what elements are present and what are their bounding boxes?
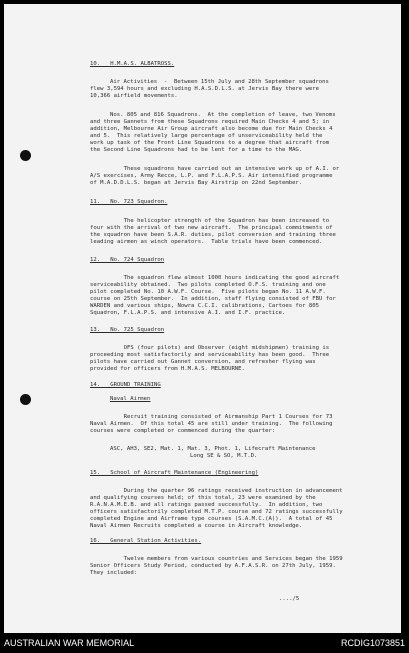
section-11-heading: 11. No. 723 Squadron. (90, 199, 168, 205)
punch-hole-lower (20, 394, 31, 405)
archive-id: RCDIG1073851 (340, 638, 405, 648)
archive-footer (0, 633, 409, 653)
course-list-line: Long SE & SO, M.T.D. (190, 453, 258, 459)
section-14-subheading: Naval Airmen (110, 396, 151, 402)
section-16-heading: 16. General Station Activities. (90, 538, 202, 544)
section-14-heading: 14. GROUND TRAINING (90, 382, 161, 388)
continuation-marker: ..../5 (279, 596, 300, 602)
archive-credit: AUSTRALIAN WAR MEMORIAL (4, 638, 135, 648)
section-13-heading: 13. No. 725 Squadron (90, 327, 165, 333)
punch-hole-upper (20, 150, 31, 161)
document-page: 10. H.M.A.S. ALBATROSS. Air Activities - Between 15th July and 28th September squadrons flew 3,594 hours and excluding H.A.S.D.L.S. at Jervis Bay there were 10,366 airfield movements. Nos. 805 and 816 Squadrons. At the completion of leave, two Venoms and three Gannets from these Squadrons required Main Checks 4 and 5; in addition, Melbourne Air Group aircraft also become due for Main Checks 4 and 5. This relatively large percentage of unserviceability held the work up task of the Front Line Squadrons to a degree that aircraft from the Second Line Squadrons had to be lent for a time to the MAG. These squadrons have carried out an intensive work up of A.I. or A/S exercises, Army Recce, L.P. and F.L.A.P.S. Air intensified programme of M.A.D.D.L.S. began at Jervis Bay Airstrip on 22nd September. 11. No. 723 Squadron. The helicopter strength of the Squadron has been increased to four with the arrival of two new aircraft. The principal commitments of the squadron have been S.A.R. duties, pilot conversion and training three leading airmen as winch operators. Table trials have been commenced. 12. No. 724 Squadron The squadron flew almost 1000 hours indicating the good aircraft serviceability obtained. Two pilots completed O.F.S. training and one pilot completed No. 10 A.W.F. Course. Five pilots began No. 11 A.W.F. course on 25th September. In addition, staff flying consisted of FBU for WARDEN and various ships, Nowra C.C.I. calibrations, Cartoes for 805 Squadron, F.L.A.P.S. and intensive A.I. and I.F. practice. 13. No. 725 Squadron OFS (four pilots) and Observer (eight midshipmen) training is proceeding most satisfactorily and serviceability has been good. Three pilots have carried out Gannet conversion, and refresher flying was provided for officers from H.M.A.S. MELBOURNE. 14. GROUND TRAINING Naval Airmen Recruit training consisted of Airmanship Part 1 Courses for 73 Naval Airmen. Of this total 45 are still under training. The following courses were completed or commenced during the quarter: ASC, AH3, SE2, Mat. 1, Mat. 3, Phot. 1, Lifecraft Maintenance Long SE & SO, M.T.D. 15. School of Aircraft Maintenance (Engineering) During the quarter 96 ratings received instruction in advancement and qualifying courses held; of this total, 23 were examined by the R.A.N.A.M.E.B. and all ratings passed successfully. In addition, two officers satisfactorily completed M.T.P. course and 72 ratings successfully completed Engine and Airframe type courses (S.A.M.C.(A)). A total of 45 Naval Airmen Recruits completed a course in Aircraft knowledge. 16. General Station Activities. Twelve members from various countries and Services began the 1959 Senior Officers Study Period, conducted by A.F.A.S.R. on 27th July, 1959. They included: ..../5 (4, 4, 401, 633)
section-12-heading: 12. No. 724 Squadron (90, 257, 165, 263)
section-10-heading: 10. H.M.A.S. ALBATROSS. (90, 61, 175, 67)
section-15-heading: 15. School of Aircraft Maintenance (Engineering) (90, 470, 259, 476)
course-list-line: ASC, AH3, SE2, Mat. 1, Mat. 3, Phot. 1, Lifecraft Maintenance (110, 446, 316, 452)
